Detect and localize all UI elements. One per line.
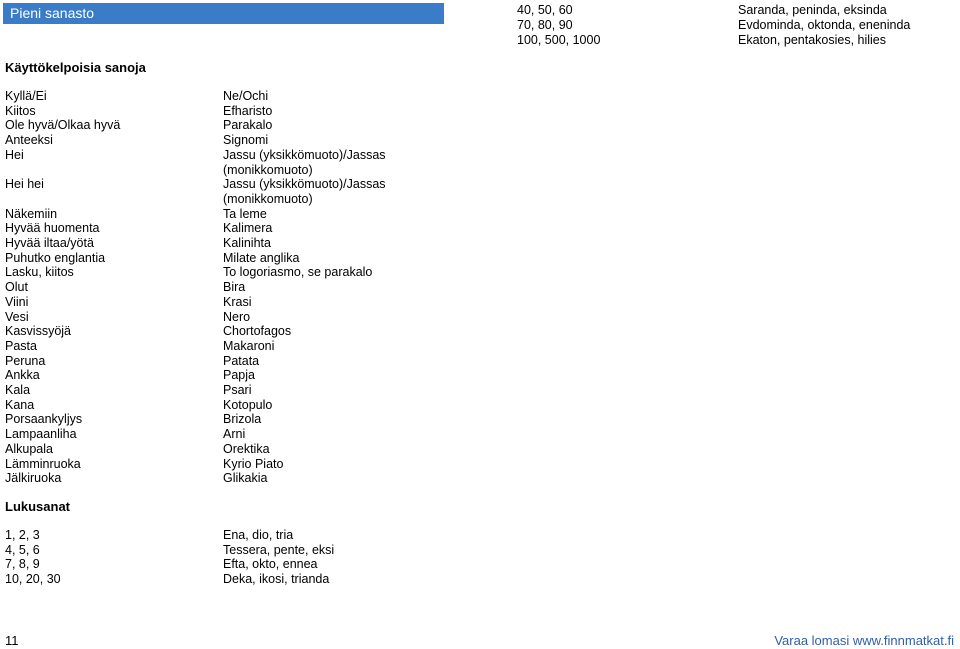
finnish-word-row: Peruna [5,353,46,368]
greek-word-row: Krasi [223,294,252,309]
greek-word-row: Kotopulo [223,397,273,412]
page-title: Pieni sanasto [10,5,95,21]
finnish-word-row: Ole hyvä/Olkaa hyvä [5,118,121,133]
numbers-heading: Lukusanat [5,499,71,514]
number-word-row: Tessera, pente, eksi [223,542,335,557]
finnish-words-column [5,89,120,486]
greek-word-row: Kyrio Piato [223,456,284,471]
greek-word-row: Kalimera [223,221,273,236]
title-banner [3,3,444,24]
number-row: 7, 8, 9 [5,557,40,572]
numbers-column [5,528,61,587]
finnish-word-row: Vesi [5,309,29,324]
finnish-word-row: Kyllä/Ei [5,89,47,103]
greek-word-row: Ne/Ochi [223,89,269,103]
finnish-word-row: Olut [5,280,28,295]
greek-word-row: Jassu (yksikkömuoto)/Jassas [223,177,386,192]
top-number-row: 40, 50, 60 [517,3,573,17]
top-numbers-column [517,3,677,48]
greek-word-row: Arni [223,427,246,442]
greek-word-row: Patata [223,353,260,368]
finnish-word-row: Hyvää huomenta [5,221,100,236]
finnish-word-row: Puhutko englantia [5,250,106,265]
greek-word-row: (monikkomuoto) [223,191,313,206]
greek-word-row: Orektika [223,441,270,456]
greek-word-row: Milate anglika [223,250,300,265]
number-row: 10, 20, 30 [5,572,61,587]
number-word-row: Efta, okto, ennea [223,557,318,572]
finnish-word-row: Lampaanliha [5,427,77,442]
greek-word-row: Ta leme [223,206,267,221]
greek-word-row: (monikkomuoto) [223,162,313,177]
number-row: 1, 2, 3 [5,528,40,542]
greek-word-row: Bira [223,280,246,295]
finnish-word-row: Viini [5,294,29,309]
top-number-row: 100, 500, 1000 [517,33,601,47]
page-number: 11 [5,633,19,648]
finnish-word-row: Hyvää iltaa/yötä [5,236,94,251]
finnish-word-row: Kana [5,397,35,412]
top-number-word-row: Saranda, peninda, eksinda [738,3,887,17]
finnish-word-row: Ankka [5,368,40,383]
greek-word-row: Chortofagos [223,324,292,339]
greek-word-row: Jassu (yksikkömuoto)/Jassas [223,147,386,162]
finnish-word-row: Näkemiin [5,206,58,221]
finnish-word-row: Kala [5,383,31,398]
number-words-column [223,528,334,587]
number-word-row: Deka, ikosi, trianda [223,572,330,587]
finnish-word-row: Hei [5,147,24,162]
top-number-words-column [738,3,958,48]
greek-words-column [223,89,386,486]
finnish-word-row: Pasta [5,338,37,353]
greek-word-row: Brizola [223,412,262,427]
top-number-row: 70, 80, 90 [517,18,573,32]
useful-words-heading: Käyttökelpoisia sanoja [5,60,146,75]
finnish-word-row: Alkupala [5,441,53,456]
finnish-word-row: Jälkiruoka [5,471,62,486]
finnish-word-row: Lasku, kiitos [5,265,74,280]
greek-word-row: Papja [223,368,255,383]
finnish-word-row: Kiitos [5,103,36,118]
greek-word-row: To logoriasmo, se parakalo [223,265,373,280]
finnish-word-row: Porsaankyljys [5,412,83,427]
finnish-word-row [5,192,120,207]
finnish-word-row: Anteeksi [5,133,53,148]
greek-word-row: Nero [223,309,251,324]
number-word-row: Ena, dio, tria [223,528,294,542]
greek-word-row: Parakalo [223,118,273,133]
greek-word-row: Kalinihta [223,236,271,251]
top-number-word-row: Evdominda, oktonda, eneninda [738,18,911,32]
greek-word-row: Signomi [223,133,269,148]
greek-word-row: Efharisto [223,103,273,118]
booking-link[interactable]: Varaa lomasi www.finnmatkat.fi [774,633,954,648]
finnish-word-row: Lämminruoka [5,456,81,471]
greek-word-row: Psari [223,383,252,398]
top-number-word-row: Ekaton, pentakosies, hilies [738,33,887,47]
number-row: 4, 5, 6 [5,542,40,557]
finnish-word-row [5,163,120,178]
finnish-word-row: Hei hei [5,177,44,192]
greek-word-row: Glikakia [223,471,268,486]
greek-word-row: Makaroni [223,338,275,353]
finnish-word-row: Kasvissyöjä [5,324,71,339]
